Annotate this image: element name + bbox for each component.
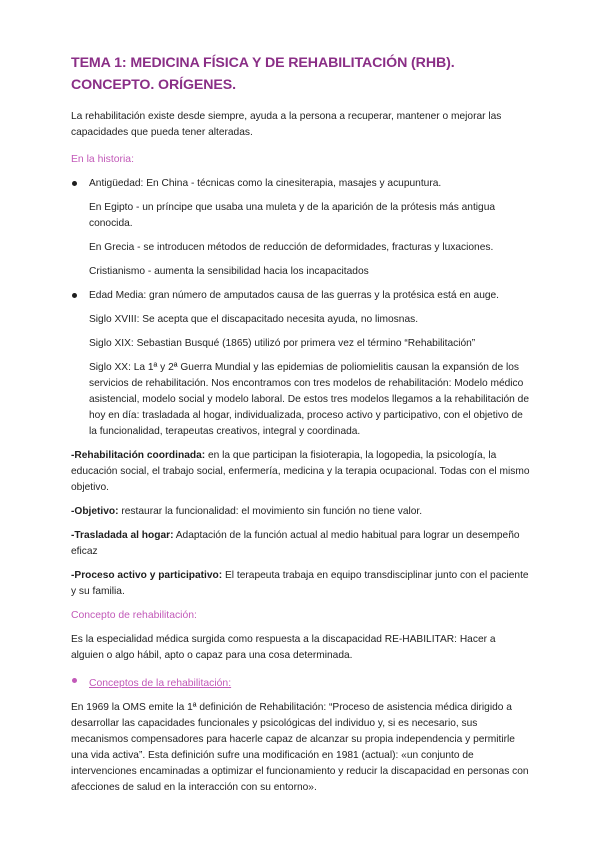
concepts-subheading: Conceptos de la rehabilitación: — [89, 678, 232, 689]
century-19-text: Siglo XIX: Sebastian Busqué (1865) utilizó por primera vez el término “Rehabilitación” — [89, 338, 476, 349]
bullet-icon — [72, 678, 77, 683]
intro-paragraph: La rehabilitación existe desde siempre, ayuda a la persona a recuperar, mantener o mejorar las capacidades que pueda tener alteradas. — [71, 111, 502, 138]
definition-coordinated — [71, 448, 531, 496]
concepts-list — [71, 673, 531, 692]
concept-heading: Concepto de rehabilitación: — [71, 610, 197, 621]
list-item-concepts — [71, 673, 531, 692]
history-list — [71, 176, 531, 440]
definition-active-process — [71, 568, 531, 600]
definition-text: restaurar la funcionalidad: el movimiento sin función no tiene valor. — [118, 506, 423, 517]
definition-term: -Rehabilitación coordinada: — [71, 450, 206, 461]
history-heading: En la historia: — [71, 154, 134, 165]
bullet-icon — [72, 181, 77, 186]
definition-term: -Trasladada al hogar: — [71, 530, 174, 541]
concept-paragraph: Es la especialidad médica surgida como respuesta a la discapacidad RE-HABILITAR: Hacer a alguien o algo hábil, apto o capaz para una cosa determinada. — [71, 634, 496, 661]
bullet-icon — [72, 293, 77, 298]
page-title: TEMA 1: MEDICINA FÍSICA Y DE REHABILITACIÓN (RHB). CONCEPTO. ORÍGENES. — [71, 55, 455, 93]
definition-term: -Proceso activo y participativo: — [71, 570, 223, 581]
document-body — [71, 52, 531, 796]
century-18-text: Siglo XVIII: Se acepta que el discapacitado necesita ayuda, no limosnas. — [89, 314, 419, 325]
christianity-text: Cristianismo - aumenta la sensibilidad hacia los incapacitados — [89, 266, 369, 277]
century-20-text: Siglo XX: La 1ª y 2ª Guerra Mundial y las epidemias de poliomielitis causan la expansión de los servicios de rehabilitación. Nos encontramos con tres modelos de rehabilitación: Modelo médico asistencial, modelo social y modelo laboral. De estos tres modelos llegamos a la rehabilitación de hoy en día: trasladada al hogar, individualizada, proceso activo y participativo, con el objetivo de la funcionalidad, terapeutas creativos, integral y coordinada. — [89, 362, 529, 437]
definition-text: El terapeuta trabaja en equipo transdisciplinar junto con el paciente y su familia. — [71, 570, 529, 597]
egypt-text: En Egipto - un príncipe que usaba una muleta y de la aparición de la prótesis más antigua conocida. — [89, 202, 496, 229]
antiquity-text: Antigüedad: En China - técnicas como la cinesiterapia, masajes y acupuntura. — [89, 178, 442, 189]
definition-text: Adaptación de la función actual al medio habitual para lograr un desempeño eficaz — [71, 530, 520, 557]
definition-text: en la que participan la fisioterapia, la logopedia, la psicología, la educación social, el trabajo social, enfermería, medicina y la terapia ocupacional. Todas con el mismo objetivo. — [71, 450, 530, 493]
oms-definition-paragraph: En 1969 la OMS emite la 1ª definición de Rehabilitación: “Proceso de asistencia médica dirigido a desarrollar las capacidades funcionales y psicológicas del individuo y, si es necesario, sus mecanismos compensadores para hacerle capaz de alcanzar su propia independencia y permitirle una vida activa”. Esta definición sufre una modificación en 1981 (actual): «un conjunto de intervenciones encaminadas a optimizar el funcionamiento y reducir la discapacidad en personas con afecciones de salud en la interacción con su entorno». — [71, 702, 529, 793]
definition-term: -Objetivo: — [71, 506, 119, 517]
definition-home — [71, 528, 531, 560]
definition-objective — [71, 504, 531, 520]
list-item-antiquity — [71, 176, 531, 280]
middle-ages-text: Edad Media: gran número de amputados causa de las guerras y la protésica está en auge. — [89, 290, 500, 301]
list-item-middle-ages — [71, 288, 531, 440]
greece-text: En Grecia - se introducen métodos de reducción de deformidades, fracturas y luxaciones. — [89, 242, 494, 253]
